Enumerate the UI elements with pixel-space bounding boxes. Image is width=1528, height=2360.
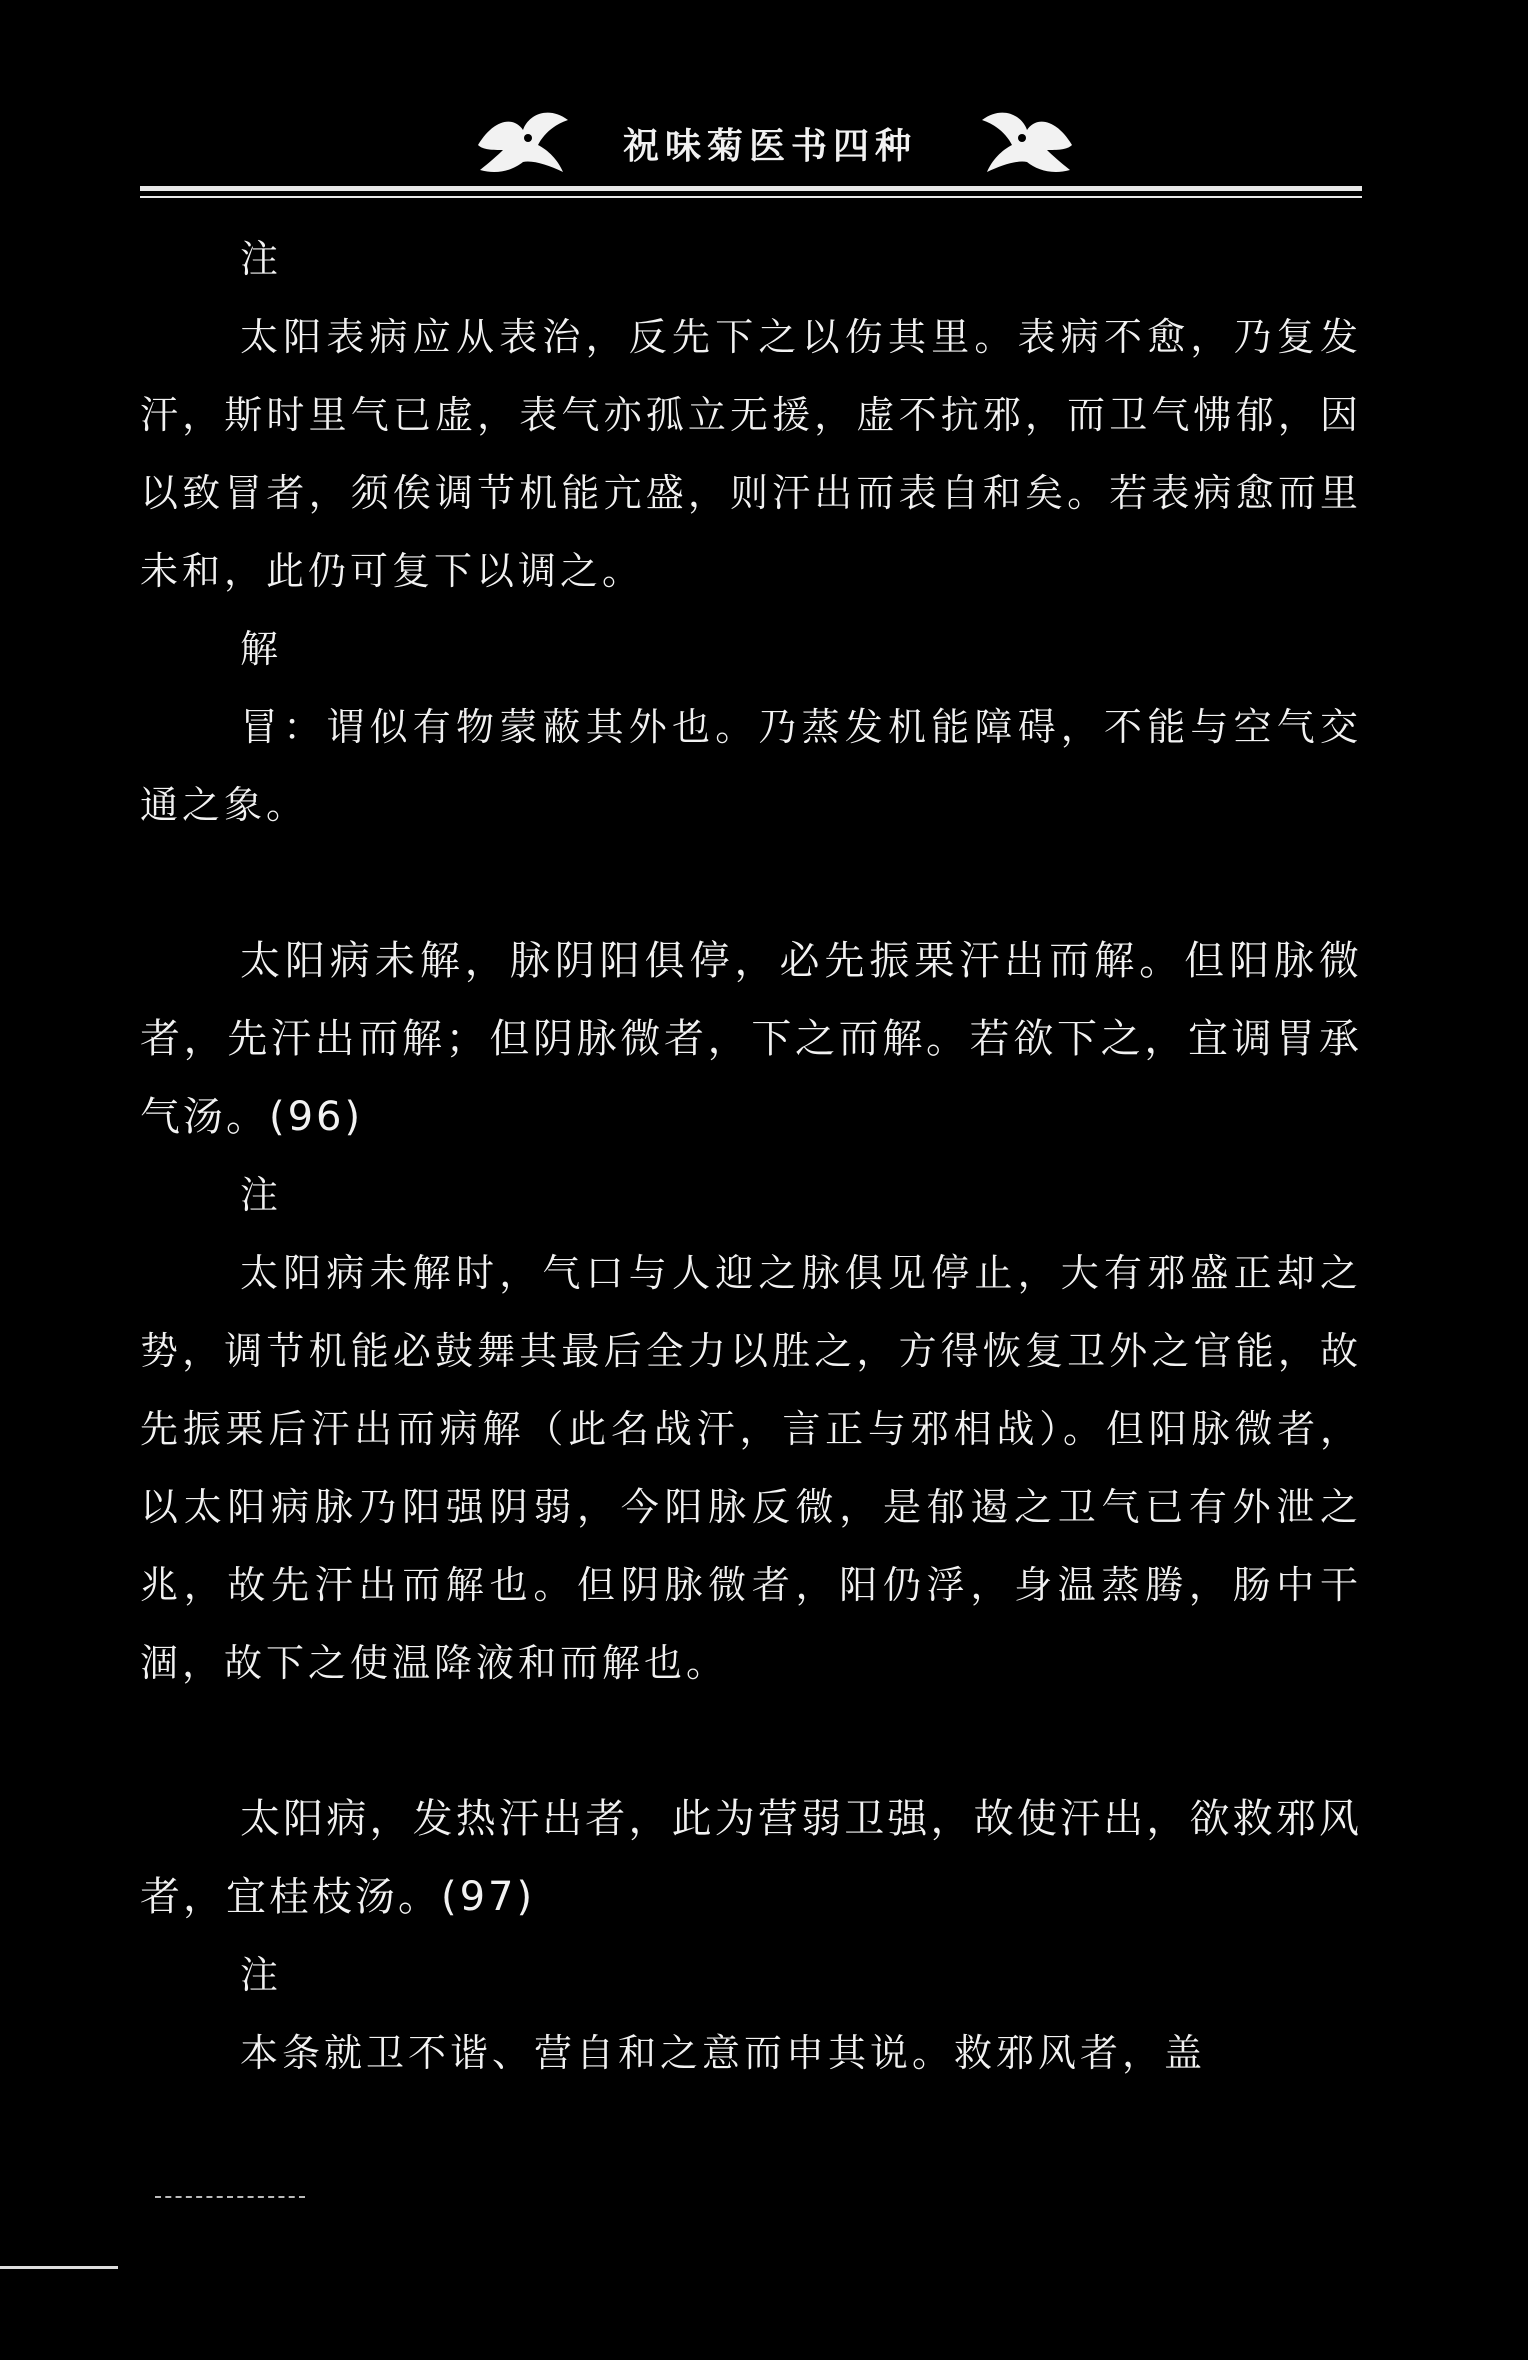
footer-rule (0, 2266, 118, 2269)
header-rule-thin (140, 196, 1362, 198)
page-title: 祝味菊医书四种 (622, 125, 917, 167)
commentary-paragraph: 本条就卫不谐、营自和之意而申其说。救邪风者，盖 (240, 2031, 1207, 2075)
phoenix-ornament-icon (972, 100, 1082, 180)
spacer (140, 1702, 1362, 1780)
section-label: 注 (240, 1953, 279, 1997)
commentary-paragraph: 太阳病未解时，气口与人迎之脉俱见停止，大有邪盛正却之势，调节机能必鼓舞其最后全力以胜之，方得恢复卫外之官能，故先振栗后汗出而病解（此名战汗，言正与邪相战）。但阳脉微者，以太阳病脉乃阳强阴弱，今阳脉反微，是郁遏之卫气已有外泄之兆，故先汗出而解也。但阴脉微者，阳仍浮，身温蒸腾，肠中干涸，故下之使温降液和而解也。 (140, 1251, 1362, 1685)
commentary-paragraph: 太阳表病应从表治，反先下之以伤其里。表病不愈，乃复发汗，斯时里气已虚，表气亦孤立无援，虚不抗邪，而卫气怫郁，因以致冒者，须俟调节机能亢盛，则汗出而表自和矣。若表病愈而里未和，此仍可复下以调之。 (140, 315, 1362, 593)
section-label: 注 (240, 237, 279, 281)
page-header (0, 90, 1528, 180)
phoenix-ornament-icon (468, 100, 578, 180)
section-label: 注 (240, 1173, 279, 1217)
spacer (140, 844, 1362, 922)
page-body (140, 220, 1362, 2092)
footnote-divider (155, 2196, 305, 2198)
commentary-paragraph: 冒：谓似有物蒙蔽其外也。乃蒸发机能障碍，不能与空气交通之象。 (140, 705, 1362, 827)
clause-paragraph: 太阳病，发热汗出者，此为营弱卫强，故使汗出，欲救邪风者，宜桂枝汤。(97) (140, 1796, 1362, 1920)
clause-paragraph: 太阳病未解，脉阴阳俱停，必先振栗汗出而解。但阳脉微者，先汗出而解；但阴脉微者，下之而解。若欲下之，宜调胃承气汤。(96) (140, 938, 1362, 1140)
section-label: 解 (240, 627, 279, 671)
header-rule (140, 186, 1362, 191)
